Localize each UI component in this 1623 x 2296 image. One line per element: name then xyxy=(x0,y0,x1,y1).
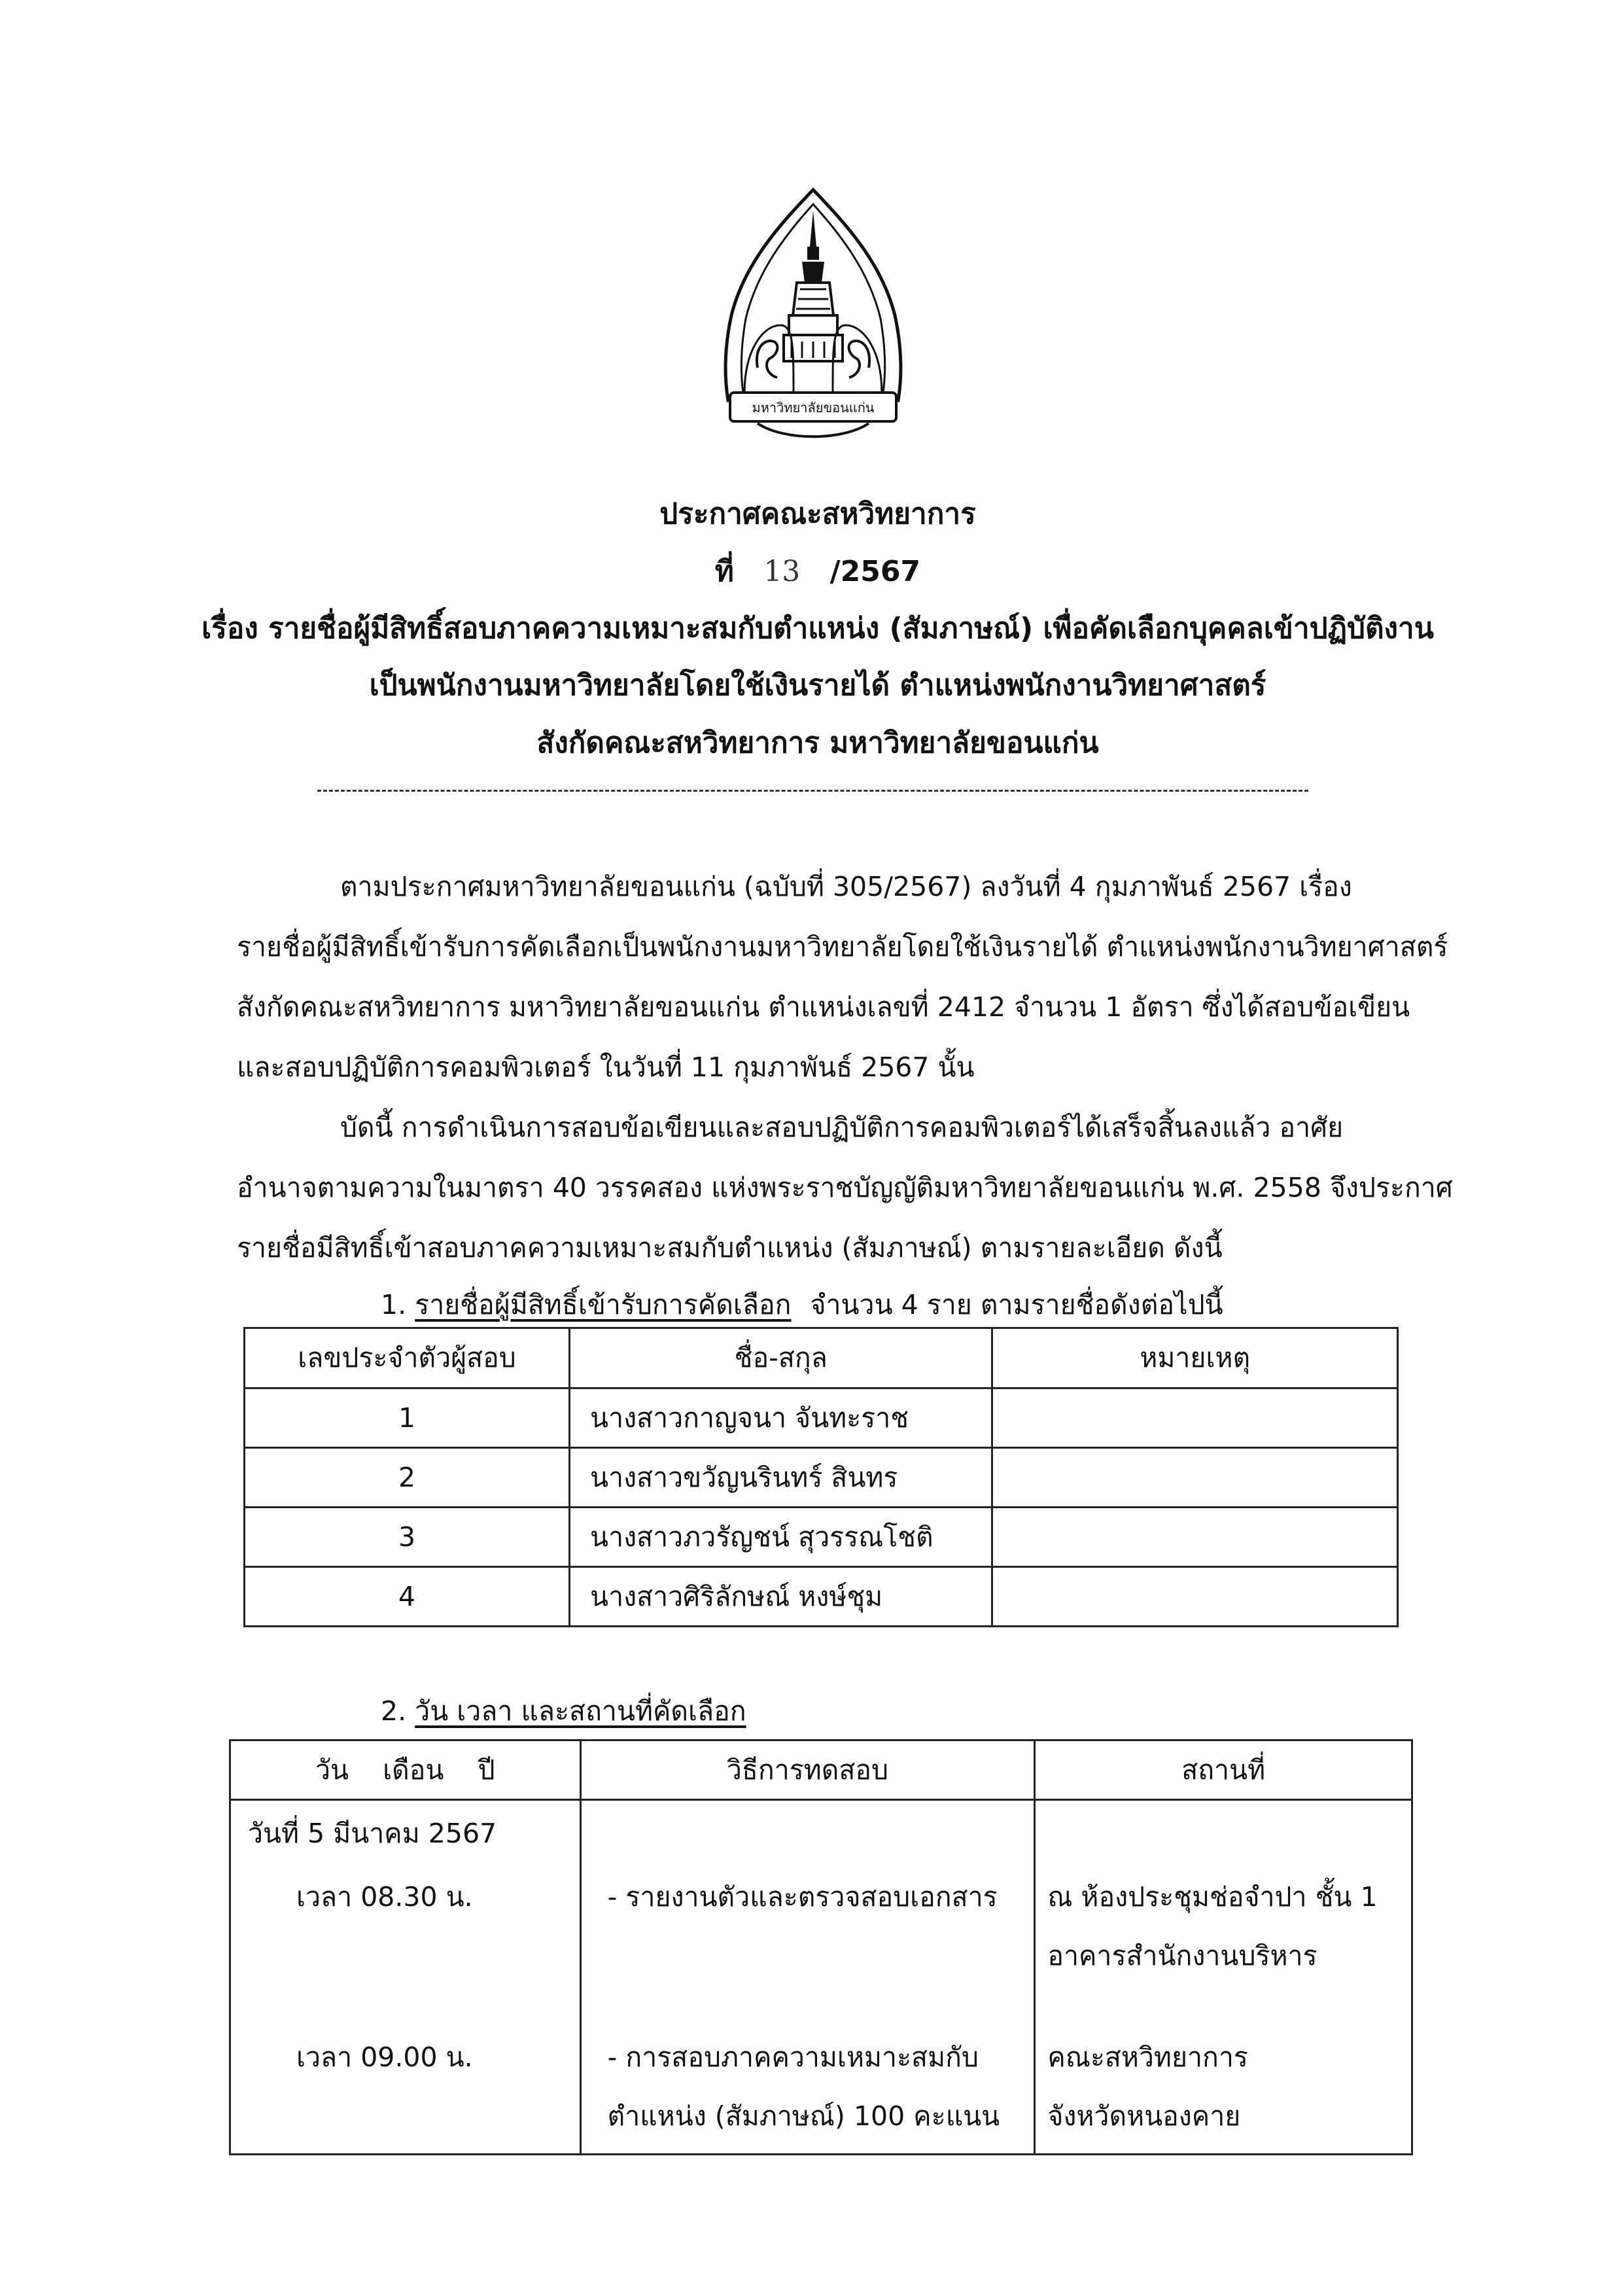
paragraph-2-line-2: อำนาจตามความในมาตรา 40 วรรคสอง แห่งพระราชบัญญัติมหาวิทยาลัยขอนแก่น พ.ศ. 2558 จึงประกาศ xyxy=(237,1172,1453,1203)
cell-exam-id: 2 xyxy=(245,1448,570,1508)
paragraph-1-line-2: รายชื่อผู้มีสิทธิ์เข้ารับการคัดเลือกเป็นพนักงานมหาวิทยาลัยโดยใช้เงินรายได้ ตำแหน่งพนักงานวิทยาศาสตร์ xyxy=(237,931,1448,963)
paragraph-2-line-3: รายชื่อมีสิทธิ์เข้าสอบภาคความเหมาะสมกับตำแหน่ง (สัมภาษณ์) ตามรายละเอียด ดังนี้ xyxy=(237,1232,1223,1263)
cell-full-name: นางสาวภวรัญชน์ สุวรรณโชติ xyxy=(570,1508,992,1567)
cell-full-name: นางสาวกาญจนา จันทะราช xyxy=(570,1388,992,1448)
paragraph-1-line-4: และสอบปฏิบัติการคอมพิวเตอร์ ในวันที่ 11 กุมภาพันธ์ 2567 นั้น xyxy=(237,1051,975,1083)
cell-exam-id: 1 xyxy=(245,1388,570,1448)
method-2-line-2: ตำแหน่ง (สัมภาษณ์) 100 คะแนน xyxy=(607,2100,1000,2132)
place-line-4: จังหวัดหนองคาย xyxy=(1047,2100,1241,2132)
announcement-title: ประกาศคณะสหวิทยาการ xyxy=(659,497,976,531)
section-1-rest: จำนวน 4 ราย ตามรายชื่อดังต่อไปนี้ xyxy=(810,1289,1223,1320)
section-2-number: 2. xyxy=(381,1695,407,1727)
time-1: เวลา 08.30 น. xyxy=(296,1881,473,1913)
paragraph-2-line-1: บัดนี้ การดำเนินการสอบข้อเขียนและสอบปฏิบัติการคอมพิวเตอร์ได้เสร็จสิ้นลงแล้ว อาศัย xyxy=(340,1112,1344,1143)
table-row xyxy=(230,1800,1412,2155)
cell-remark xyxy=(992,1508,1398,1567)
subject-line-2: เป็นพนักงานมหาวิทยาลัยโดยใช้เงินรายได้ ตำแหน่งพนักงานวิทยาศาสตร์ xyxy=(369,669,1266,702)
svg-text:มหาวิทยาลัยขอนแก่น: มหาวิทยาลัยขอนแก่น xyxy=(752,400,875,415)
cell-remark xyxy=(992,1388,1398,1448)
place-line-1: ณ ห้องประชุมช่อจำปา ชั้น 1 xyxy=(1047,1881,1378,1913)
subject-line-3: สังกัดคณะสหวิทยาการ มหาวิทยาลัยขอนแก่น xyxy=(536,726,1099,760)
number-suffix: /2567 xyxy=(829,555,921,588)
section-1-heading xyxy=(381,1284,1223,1326)
section-1-title: รายชื่อผู้มีสิทธิ์เข้ารับการคัดเลือก xyxy=(415,1289,792,1320)
table-row xyxy=(245,1388,1398,1448)
exam-date: วันที่ 5 มีนาคม 2567 xyxy=(248,1818,497,1849)
cell-date-time xyxy=(230,1800,581,2155)
cell-exam-id: 4 xyxy=(245,1567,570,1627)
cell-full-name: นางสาวขวัญนรินทร์ สินทร xyxy=(570,1448,992,1508)
time-2: เวลา 09.00 น. xyxy=(296,2041,473,2073)
cell-place xyxy=(1035,1800,1412,2155)
paragraph-1-line-3: สังกัดคณะสหวิทยาการ มหาวิทยาลัยขอนแก่น ตำแหน่งเลขที่ 2412 จำนวน 1 อัตรา ซึ่งได้สอบข้อเขียน xyxy=(237,991,1410,1023)
cell-method xyxy=(580,1800,1035,2155)
header-method: วิธีการทดสอบ xyxy=(580,1740,1035,1800)
number-handwritten: 13 xyxy=(763,555,801,588)
dashed-divider xyxy=(317,790,1308,792)
cell-remark xyxy=(992,1567,1398,1627)
section-2-title: วัน เวลา และสถานที่คัดเลือก xyxy=(415,1695,746,1727)
header-place: สถานที่ xyxy=(1035,1740,1412,1800)
table-row xyxy=(245,1448,1398,1508)
header-exam-id: เลขประจำตัวผู้สอบ xyxy=(245,1328,570,1388)
header-remark: หมายเหตุ xyxy=(992,1328,1398,1388)
section-2-heading xyxy=(381,1690,746,1733)
cell-remark xyxy=(992,1448,1398,1508)
university-seal-logo xyxy=(718,185,908,443)
header-date: วัน เดือน ปี xyxy=(230,1740,581,1800)
cell-exam-id: 3 xyxy=(245,1508,570,1567)
table-header-row xyxy=(230,1740,1412,1800)
announcement-number xyxy=(196,548,1439,594)
table-row xyxy=(245,1508,1398,1567)
cell-full-name: นางสาวศิริลักษณ์ หงษ์ชุม xyxy=(570,1567,992,1627)
place-line-2: อาคารสำนักงานบริหาร xyxy=(1047,1940,1318,1971)
paragraph-1-line-1: ตามประกาศมหาวิทยาลัยขอนแก่น (ฉบับที่ 305/2567) ลงวันที่ 4 กุมภาพันธ์ 2567 เรื่อง xyxy=(340,871,1352,902)
subject-line-1: เรื่อง รายชื่อผู้มีสิทธิ์สอบภาคความเหมาะสมกับตำแหน่ง (สัมภาษณ์) เพื่อคัดเลือกบุคคลเข้าปฏิบัติงาน xyxy=(201,612,1434,645)
schedule-table xyxy=(229,1739,1413,2155)
table-header-row xyxy=(245,1328,1398,1388)
method-2-line-1: - การสอบภาคความเหมาะสมกับ xyxy=(607,2041,979,2073)
table-row xyxy=(245,1567,1398,1627)
candidates-table xyxy=(243,1327,1399,1627)
place-line-3: คณะสหวิทยาการ xyxy=(1047,2041,1248,2073)
number-prefix: ที่ xyxy=(714,555,734,588)
section-1-number: 1. xyxy=(381,1289,407,1320)
method-1: - รายงานตัวและตรวจสอบเอกสาร xyxy=(607,1881,998,1913)
header-full-name: ชื่อ-สกุล xyxy=(570,1328,992,1388)
